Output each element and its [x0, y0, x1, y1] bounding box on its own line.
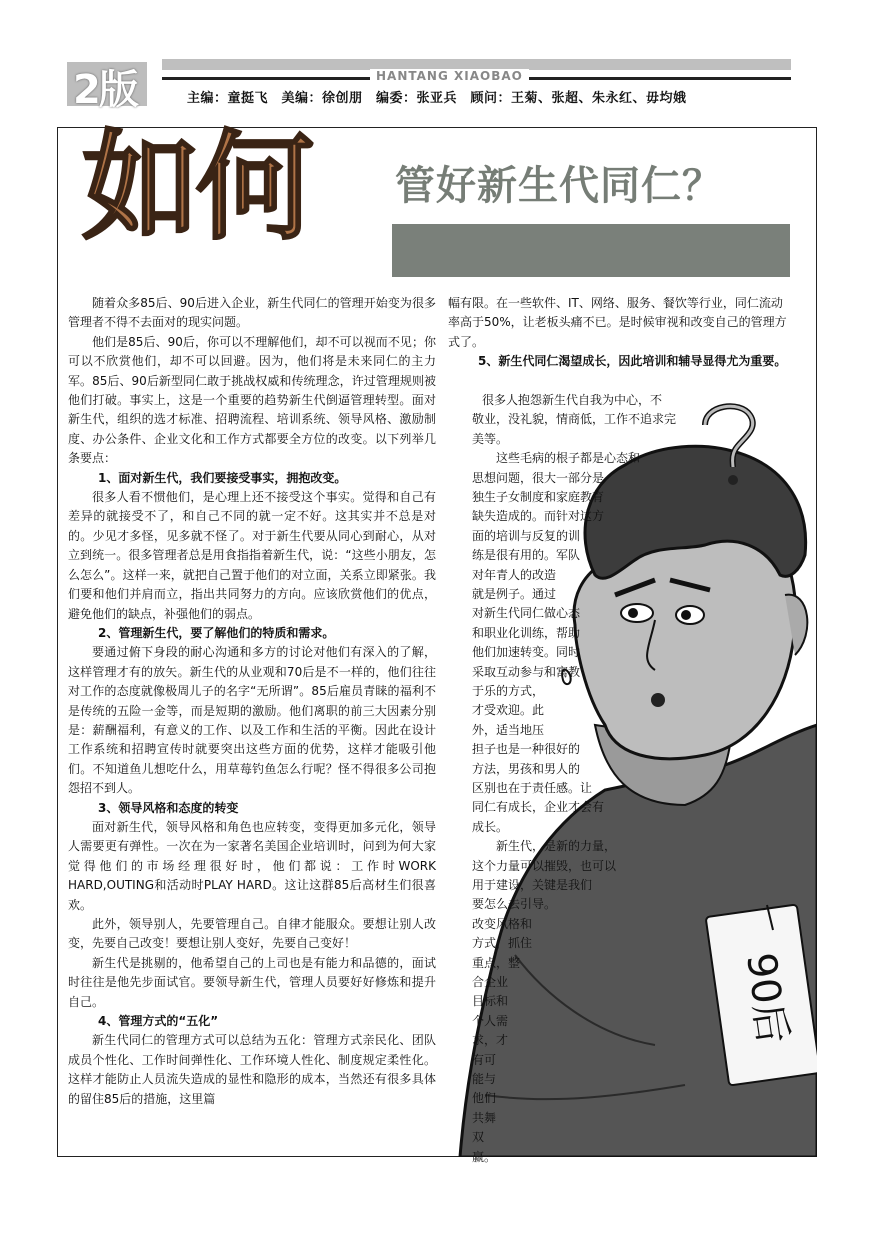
article-paragraph: 幅有限。在一些软件、IT、网络、服务、餐饮等行业，同仁流动率高于50%，让老板头痛不已。是时候审视和改变自己的管理方式了。: [448, 296, 787, 349]
article-paragraph: 此外，领导别人，先要管理自己。自律才能服众。要想让别人改变，先要自己改变！要想让别人变好，先要自己变好！: [68, 917, 436, 951]
wrapped-text-line: 有可: [472, 1052, 497, 1067]
wrapped-text-line: 用于建设，关键是我们: [472, 878, 593, 892]
wrapped-text-line: 双: [472, 1130, 485, 1145]
article-right-column: [448, 294, 788, 372]
editorial-credits: 主编：童挺飞 美编：徐创朋 编委：张亚兵 顾问：王菊、张超、朱永红、毋均娥: [187, 91, 687, 106]
wrapped-text-line: 对新生代同仁做心态: [472, 606, 581, 621]
wrapped-text-line: 练是很有用的。军队: [472, 548, 581, 563]
wrapped-text-line: 赢。: [472, 1149, 497, 1164]
section-heading: 2、管理新生代，要了解他们的特质和需求。: [98, 625, 335, 640]
section-heading: 5、新生代同仁渴望成长，因此培训和辅导显得尤为重要。: [478, 354, 787, 369]
wrapped-text-line: 就是例子。通过: [472, 587, 557, 601]
wrapped-text-line: 美等。: [472, 431, 509, 446]
wrapped-text-line: 敬业，没礼貌，情商低，工作不追求完: [472, 412, 677, 427]
wrapped-text-line: 于乐的方式，: [472, 684, 545, 698]
wrapped-text-line: 成长。: [472, 819, 509, 834]
wrapped-text-line: 方法，男孩和男人的: [472, 761, 581, 776]
article-left-column: [68, 294, 436, 1109]
headline-main: 如何: [82, 117, 311, 256]
wrapped-text-line: 他们加速转变。同时: [472, 645, 581, 660]
section-heading: 4、管理方式的“五化”: [98, 1014, 219, 1029]
article-paragraph: 新生代是挑剔的，他希望自己的上司也是有能力和品德的，面试时往往是他先步面试官。要领导新生代，管理人员要好好修炼和提升自己。: [68, 955, 436, 1009]
wrapped-text-line: 个人需: [472, 1013, 509, 1028]
wrapped-text-line: 求，才: [472, 1033, 509, 1048]
section-heading: 1、面对新生代，我们要接受事实，拥抱改变。: [98, 470, 347, 485]
headline-gray-bar: [392, 224, 790, 277]
wrapped-text-line: 区别也在于责任感。让: [472, 781, 593, 795]
wrapped-text-line: 合企业: [472, 975, 509, 989]
wrapped-text-line: 共舞: [472, 1110, 497, 1125]
wrapped-text-line: 采取互动参与和寓教: [472, 664, 581, 679]
page-number: 2版: [73, 67, 137, 113]
wrapped-text-line: 他们: [472, 1091, 497, 1106]
tag-label: 90后: [737, 949, 796, 1047]
wrapped-text-line: 同仁有成长，企业才会有: [472, 800, 605, 815]
article-paragraph: 要通过俯下身段的耐心沟通和多方的讨论对他们有深入的了解，这样管理才有的放矢。新生代的从业观和70后是不一样的，他们往往对工作的态度就像极周儿子的名字“无所谓”。85后雇员青睐的福利不是传统的五险一金等，而是短期的激励。他们离职的前三大因素分别是：薪酬福利，有意义的工作、以及工作和生活的平衡。因此在设计工作系统和招聘宣传时就要突出这些方面的优势，这样才能吸引他们。不知道鱼儿想吃什么，用草莓钓鱼怎么行呢？怪不得很多公司抱怨招不到人。: [68, 645, 436, 796]
paper-name: HANTANG XIAOBAO: [370, 69, 529, 83]
wrapped-text-line: 很多人抱怨新生代自我为中心，不: [482, 393, 663, 407]
headline-sub: 管好新生代同仁？: [395, 163, 723, 209]
wrapped-text-line: 这个力量可以摧毁，也可以: [472, 858, 617, 873]
wrapped-text-line: 新生代，是新的力量，: [472, 839, 617, 854]
wrapped-text-line: 这些毛病的根子都是心态和: [472, 451, 641, 466]
wrapped-text-line: 独生子女制度和家庭教育: [472, 490, 605, 504]
wrapped-text-line: 目标和: [472, 994, 509, 1009]
article-paragraph: 随着众多85后、90后进入企业，新生代同仁的管理开始变为很多管理者不得不去面对的现实问题。: [68, 296, 436, 330]
article-paragraph: 很多人看不惯他们，是心理上还不接受这个事实。觉得和自己有差异的就接受不了，和自己不同的就一定不好。这其实并不总是对的。少见才多怪，见多就不怪了。对于新生代要从同心到耐心，从对立到统一。很多管理者总是用食指指着新生代，说：“这些小朋友，怎么怎么”。这样一来，就把自己置于他们的对立面，关系立即紧张。我们要和他们并肩而立，指出共同努力的方向。应该欣赏他们的优点，避免他们的缺点，补强他们的弱点。: [68, 490, 436, 621]
wrapped-text-line: 要怎么去引导。: [472, 897, 557, 912]
wrapped-text-line: 缺失造成的。而针对这方: [472, 509, 605, 524]
wrapped-text-line: 担子也是一种很好的: [472, 742, 581, 757]
wrapped-text-line: 才受欢迎。此: [472, 703, 545, 718]
wrapped-text-line: 方式，抓住: [472, 936, 533, 951]
wrapped-text-line: 和职业化训练，帮助: [472, 625, 581, 640]
article-paragraph: 面对新生代，领导风格和角色也应转变，变得更加多元化，领导人需要更有弹性。一次在为一家著名美国企业培训时，问到为何大家觉得他们的市场经理很好时，他们都说：工作时WORK HARD,OUTING和活动时PLAY HARD。这让这群85后高材生们很喜欢。: [68, 819, 436, 912]
wrapped-text-line: 改变风格和: [472, 916, 533, 931]
wrapped-text-line: 面的培训与反复的训: [472, 528, 581, 543]
wrapped-text-line: 思想问题，很大一部分是: [472, 470, 605, 485]
article-paragraph: 新生代同仁的管理方式可以总结为五化：管理方式亲民化、团队成员个性化、工作时间弹性化、工作环境人性化、制度规定柔性化。这样才能防止人员流失造成的显性和隐形的成本，当然还有很多具体的留住85后的措施，这里篇: [68, 1033, 436, 1106]
section-heading: 3、领导风格和态度的转变: [98, 800, 239, 815]
wrapped-text-line: 外，适当地压: [472, 722, 545, 737]
page-number-badge: [67, 62, 147, 113]
article-paragraph: 他们是85后、90后，你可以不理解他们，却不可以视而不见；你可以不欣赏他们，却不可以回避。因为，他们将是未来同仁的主力军。85后、90后新型同仁敢于挑战权威和传统理念，许过管理规则被他们打破。事实上，这是一个重要的趋势新生代倒逼管理转型。面对新生代，组织的选才标准、招聘流程、培训系统、领导风格、激励制度、办公条件、企业文化和工作方式都要全方位的改变。以下列举几条要点：: [68, 334, 436, 466]
wrapped-text-line: 重点，整: [472, 955, 521, 970]
wrapped-text-line: 能与: [472, 1072, 497, 1086]
wrapped-text-line: 对年青人的改造: [472, 567, 557, 582]
